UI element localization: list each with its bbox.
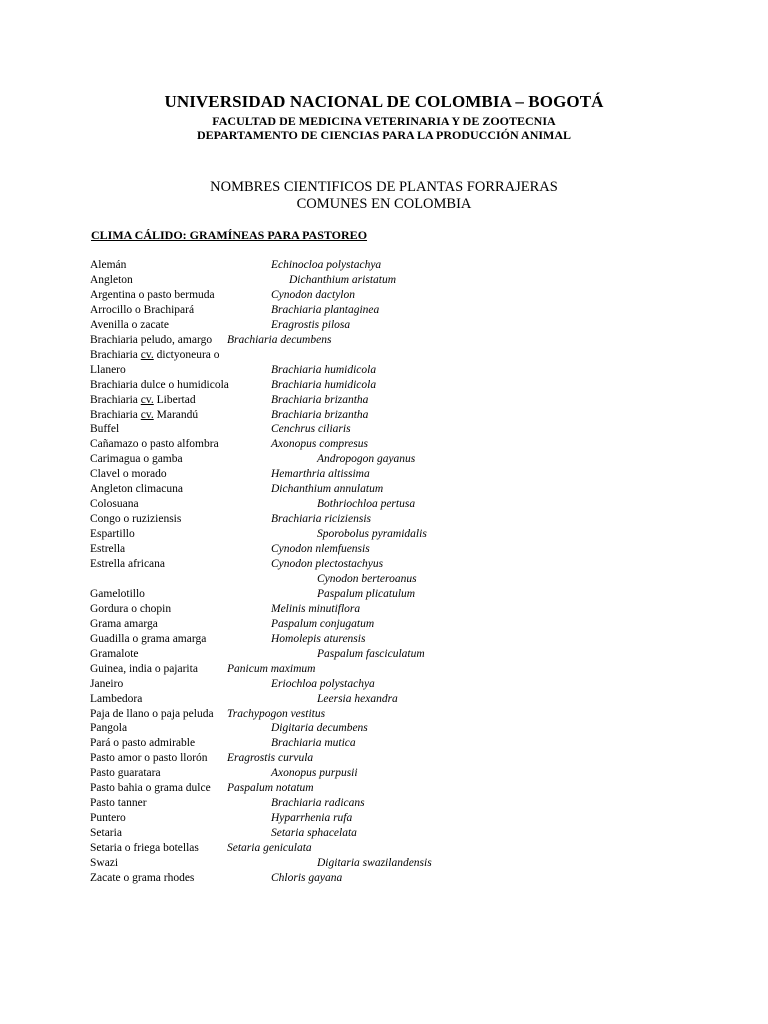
scientific-name: Leersia hexandra	[317, 692, 398, 705]
common-name-suffix: Libertad	[153, 393, 196, 406]
scientific-name: Hemarthria altissima	[271, 468, 370, 481]
list-item	[0, 542, 768, 557]
scientific-name: Brachiaria radicans	[271, 797, 365, 810]
common-name: Angleton climacuna	[90, 483, 183, 496]
list-item	[0, 452, 768, 467]
scientific-name: Eragrostis curvula	[227, 752, 314, 765]
common-name: Alemán	[90, 259, 127, 271]
common-name: Brachiaria dulce o humidicola	[90, 378, 229, 391]
list-item	[0, 303, 768, 318]
list-item	[0, 497, 768, 512]
scientific-name: Melinis minutiflora	[271, 602, 361, 615]
list-item	[0, 677, 768, 692]
list-item	[0, 707, 768, 722]
common-name: Angleton	[90, 273, 133, 286]
scientific-name: Dichanthium annulatum	[271, 483, 384, 496]
common-name: Puntero	[90, 812, 126, 825]
section-heading: CLIMA CÁLIDO: GRAMÍNEAS PARA PASTOREO	[91, 228, 368, 242]
list-item	[0, 422, 768, 437]
scientific-name: Cynodon nlemfuensis	[271, 543, 370, 556]
common-name: Estrella africana	[90, 558, 166, 570]
common-name: Pangola	[90, 722, 128, 735]
document-title-line-2: COMUNES EN COLOMBIA	[296, 196, 472, 212]
common-name: Guinea, india o pajarita	[90, 662, 198, 675]
list-item	[0, 527, 768, 542]
scientific-name: Brachiaria mutica	[271, 737, 356, 750]
scientific-name: Setaria geniculata	[227, 842, 312, 855]
scientific-name: Hyparrhenia rufa	[271, 812, 353, 825]
common-name: Pasto amor o pasto llorón	[90, 752, 208, 765]
list-item	[0, 408, 768, 423]
common-name: Gordura o chopin	[90, 602, 172, 615]
common-name: Avenilla o zacate	[90, 318, 169, 331]
scientific-name: Echinocloa polystachya	[271, 259, 382, 271]
common-name: Clavel o morado	[90, 468, 167, 481]
common-name: Setaria o friega botellas	[90, 842, 199, 855]
list-item	[0, 363, 768, 378]
cultivar-abbreviation: cv.	[140, 393, 154, 406]
list-item	[0, 482, 768, 497]
list-item	[0, 437, 768, 452]
common-name: Gramalote	[90, 647, 139, 660]
scientific-name: Sporobolus pyramidalis	[317, 528, 427, 541]
list-item	[0, 273, 768, 288]
common-name: Cañamazo o pasto alfombra	[90, 438, 219, 451]
scientific-name: Dichanthium aristatum	[289, 273, 397, 286]
list-item	[0, 318, 768, 333]
list-item	[0, 766, 768, 781]
scientific-name: Setaria sphacelata	[271, 827, 357, 840]
scientific-name: Brachiaria decumbens	[227, 333, 332, 346]
scientific-name: Cynodon plectostachyus	[271, 558, 384, 570]
scientific-name: Brachiaria brizantha	[271, 393, 369, 406]
scientific-name: Cynodon dactylon	[271, 288, 355, 301]
scientific-name: Bothriochloa pertusa	[317, 498, 416, 511]
common-name: Pasto tanner	[90, 797, 147, 810]
common-name: Setaria	[90, 827, 122, 840]
university-heading: UNIVERSIDAD NACIONAL DE COLOMBIA – BOGOTÁ	[164, 92, 604, 111]
document-title-line-1: NOMBRES CIENTIFICOS DE PLANTAS FORRAJERAS	[210, 179, 558, 195]
department-heading: DEPARTAMENTO DE CIENCIAS PARA LA PRODUCCIÓN ANIMAL	[196, 128, 572, 142]
list-item	[0, 826, 768, 841]
common-name-prefix: Brachiaria	[90, 393, 141, 406]
common-name-suffix: Marandú	[153, 408, 199, 421]
faculty-heading: FACULTAD DE MEDICINA VETERINARIA Y DE ZOOTECNIA	[212, 114, 556, 128]
scientific-name: Chloris gayana	[271, 871, 343, 884]
scientific-name: Brachiaria humidicola	[271, 363, 377, 376]
list-item	[0, 692, 768, 707]
list-item	[0, 647, 768, 662]
common-name: Paja de llano o paja peluda	[90, 707, 214, 720]
cultivar-abbreviation: cv.	[140, 408, 154, 421]
list-item	[0, 856, 768, 871]
scientific-name: Paspalum conjugatum	[271, 617, 375, 630]
list-item	[0, 871, 768, 886]
common-name	[90, 408, 198, 423]
common-name: Estrella	[90, 543, 126, 556]
list-item	[0, 796, 768, 811]
common-name: Carimagua o gamba	[90, 453, 183, 466]
list-item	[0, 258, 768, 273]
list-item	[0, 557, 768, 572]
common-name: Arrocillo o Brachipará	[90, 303, 195, 316]
list-item	[0, 721, 768, 736]
common-name: Brachiaria peludo, amargo	[90, 333, 213, 346]
common-name: Grama amarga	[90, 617, 158, 630]
scientific-name: Brachiaria riciziensis	[271, 513, 371, 526]
list-item	[0, 617, 768, 632]
scientific-name: Axonopus compresus	[271, 438, 368, 451]
common-name-prefix: Brachiaria	[90, 348, 141, 361]
list-item	[0, 348, 768, 363]
scientific-name: Paspalum notatum	[227, 782, 314, 795]
common-name: Argentina o pasto bermuda	[90, 288, 215, 301]
list-item	[0, 602, 768, 617]
common-name: Gamelotillo	[90, 587, 145, 600]
common-name: Janeiro	[90, 677, 124, 690]
common-name: Llanero	[90, 363, 126, 376]
scientific-name: Cenchrus ciliaris	[271, 423, 351, 436]
scientific-name: Axonopus purpusii	[271, 767, 358, 780]
common-name	[90, 393, 196, 408]
list-item	[0, 811, 768, 826]
scientific-name: Panicum maximum	[227, 662, 316, 675]
list-item	[0, 781, 768, 796]
common-name: Guadilla o grama amarga	[90, 632, 207, 645]
common-name-prefix: Brachiaria	[90, 408, 141, 421]
cultivar-abbreviation: cv.	[140, 348, 154, 361]
scientific-name: Cynodon berteroanus	[317, 572, 417, 585]
list-item	[0, 288, 768, 303]
scientific-name: Brachiaria plantaginea	[271, 303, 380, 316]
common-name: Pará o pasto admirable	[90, 737, 196, 750]
list-item	[0, 587, 768, 602]
common-name: Pasto guaratara	[90, 767, 161, 780]
scientific-name: Brachiaria humidicola	[271, 378, 377, 391]
common-name-suffix: dictyoneura o	[153, 348, 220, 361]
list-item	[0, 736, 768, 751]
scientific-name: Eriochloa polystachya	[271, 677, 375, 690]
common-name: Colosuana	[90, 498, 139, 511]
scientific-name: Trachypogon vestitus	[227, 707, 326, 720]
list-item	[0, 512, 768, 527]
scientific-name: Digitaria swazilandensis	[317, 857, 432, 869]
scientific-name: Brachiaria brizantha	[271, 408, 369, 421]
scientific-name: Paspalum fasciculatum	[317, 647, 425, 660]
scientific-name: Paspalum plicatulum	[317, 587, 416, 600]
list-item	[0, 572, 768, 587]
list-item	[0, 393, 768, 408]
common-name: Congo o ruziziensis	[90, 513, 182, 526]
common-name: Pasto bahia o grama dulce	[90, 782, 211, 795]
list-item	[0, 841, 768, 856]
list-item	[0, 378, 768, 393]
list-item	[0, 662, 768, 677]
list-item	[0, 632, 768, 647]
common-name	[90, 348, 220, 363]
scientific-name: Homolepis aturensis	[271, 632, 366, 645]
list-item	[0, 467, 768, 482]
common-name: Espartillo	[90, 528, 135, 541]
scientific-name: Andropogon gayanus	[317, 453, 416, 466]
list-item	[0, 333, 768, 348]
common-name: Zacate o grama rhodes	[90, 871, 195, 884]
list-item	[0, 751, 768, 766]
common-name: Swazi	[90, 857, 119, 869]
common-name: Buffel	[90, 423, 120, 436]
scientific-name: Eragrostis pilosa	[271, 318, 351, 331]
scientific-name: Digitaria decumbens	[271, 722, 368, 735]
common-name: Lambedora	[90, 692, 143, 705]
